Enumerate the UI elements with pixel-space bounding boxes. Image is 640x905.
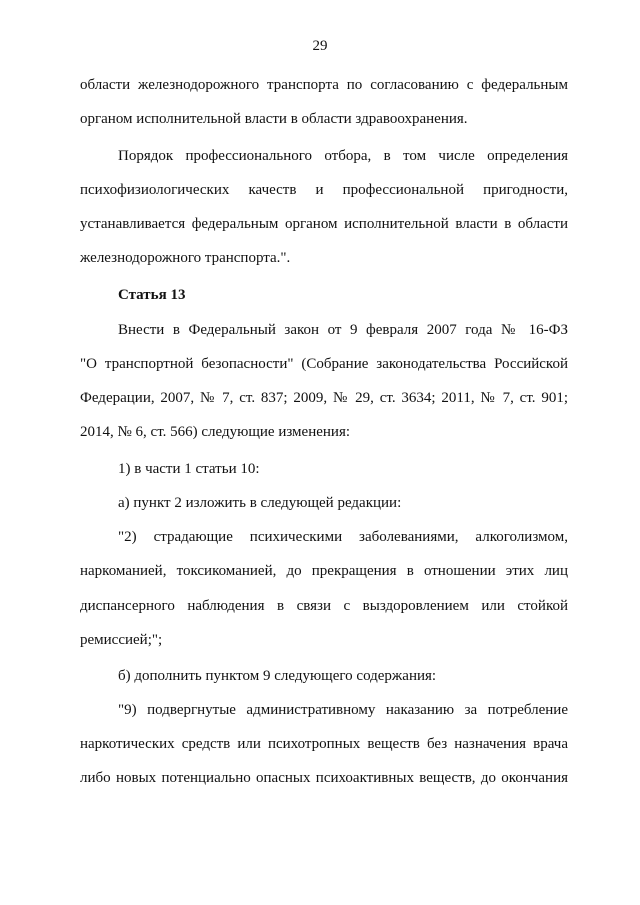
article-heading: Статья 13 [118,287,186,303]
text-line: наркоманией, токсикоманией, до прекращения в отношении этих лиц [80,563,568,579]
text-line: Внести в Федеральный закон от 9 февраля 2007 года № 16-ФЗ [118,322,568,338]
text-line: Порядок профессионального отбора, в том числе определения [118,148,568,164]
text-line: 1) в части 1 статьи 10: [118,461,260,477]
text-line: "9) подвергнутые административному наказанию за потребление [118,702,568,718]
text-line: железнодорожного транспорта.". [80,250,291,266]
text-line: либо новых потенциально опасных психоактивных веществ, до окончания [80,770,568,786]
text-line: наркотических средств или психотропных веществ без назначения врача [80,736,568,752]
text-line: "О транспортной безопасности" (Собрание законодательства Российской [80,356,568,372]
text-line: области железнодорожного транспорта по согласованию с федеральным [80,77,568,93]
text-line: а) пункт 2 изложить в следующей редакции: [118,495,402,511]
text-line: "2) страдающие психическими заболеваниями, алкоголизмом, [118,529,568,545]
text-line: органом исполнительной власти в области здравоохранения. [80,111,468,127]
text-line: Федерации, 2007, № 7, ст. 837; 2009, № 29, ст. 3634; 2011, № 7, ст. 901; [80,390,568,406]
text-line: б) дополнить пунктом 9 следующего содержания: [118,668,437,684]
text-line: диспансерного наблюдения в связи с выздоровлением или стойкой [80,598,568,614]
text-line: ремиссией;"; [80,632,163,648]
page-number: 29 [312,38,328,54]
text-line: психофизиологических качеств и профессиональной пригодности, [80,182,568,198]
text-line: устанавливается федеральным органом исполнительной власти в области [80,216,568,232]
text-line: 2014, № 6, ст. 566) следующие изменения: [80,424,351,440]
